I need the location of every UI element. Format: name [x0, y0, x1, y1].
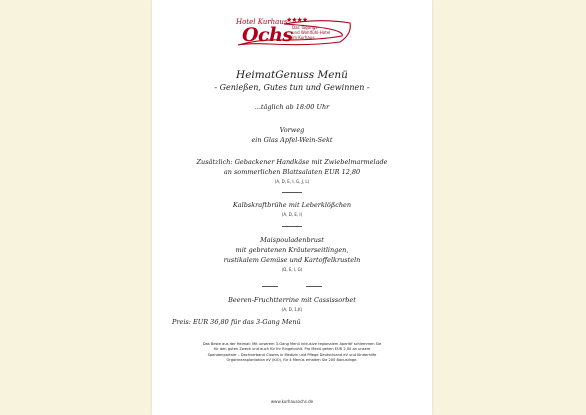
- dessert-course: [152, 295, 432, 315]
- extra-line-2: an sommerlichen Blattsalaten EUR 12,80: [223, 168, 361, 176]
- main-course: [152, 235, 432, 275]
- menu-title: HeimatGenuss Menü: [236, 69, 348, 81]
- soup-course: [152, 200, 432, 220]
- dessert-dish: Beeren-Fruchtterrine mit Cassissorbet: [228, 296, 356, 304]
- starter-course: [152, 125, 432, 145]
- menu-time: ...täglich ab 18:00 Uhr: [254, 103, 330, 111]
- divider-2: [282, 226, 302, 227]
- dessert-allergens: (A, D, 1,K): [281, 307, 303, 312]
- soup-dish: Kalbskraftbrühe mit Leberklößchen: [232, 201, 352, 209]
- divider-1: [282, 192, 302, 193]
- logo-name: Ochs: [242, 24, 293, 46]
- extra-line-1: Zusätzlich: Gebackener Handkäse mit Zwiebelmarmelade: [196, 158, 388, 166]
- main-line-2: mit gebratenen Kräuterseitlingen,: [235, 246, 349, 254]
- note-line-2: für den guten Zweck und auch für Ihr Ringelcohlt. Pro Menü gehen EUR 2,00 an unsere: [213, 347, 371, 352]
- website-url: www.kurhausochs.de: [270, 399, 314, 404]
- starter-label: Vorweg: [279, 126, 305, 134]
- divider-3a: [262, 286, 278, 287]
- note-line-4: Organtransplantation eV (KiO), für 4 Menüs erhalten Sie 200 Bonuslinge.: [226, 358, 358, 363]
- main-line-1: Maispouladenbrust: [260, 236, 324, 244]
- menu-page: [152, 0, 432, 415]
- charity-note: [166, 342, 418, 364]
- logo-tagline-3: im Kurhaus: [292, 35, 315, 40]
- logo-tagline-2: und Wohlfühl-Hotel: [292, 30, 331, 35]
- note-line-3: Spendenpartner – Dachverband Clowns in Medizin und Pflege Deutschland eV und Kinderhilfe: [207, 352, 377, 357]
- menu-price: Preis: EUR 36,80 für das 3-Gang Menü: [172, 318, 301, 326]
- starter-dish: ein Glas Apfel-Wein-Sekt: [251, 136, 333, 144]
- main-allergens: (D, E, I, G): [281, 267, 303, 272]
- soup-allergens: (A, D, E, I): [281, 212, 303, 217]
- note-line-1: Das Beste aus der Heimat: Mit unserem 3-Gang Menü inklusive regionalem Aperitif schlemmen Sie: [202, 342, 382, 346]
- extra-course: [152, 157, 432, 187]
- menu-subtitle: - Genießen, Gutes tun und Gewinnen -: [214, 83, 370, 92]
- main-line-3: rustikalem Gemüse und Kartoffelkrusteln: [223, 256, 361, 264]
- divider-3b: [306, 286, 322, 287]
- logo-stars: ★★★★: [286, 16, 308, 24]
- hotel-logo: [230, 14, 354, 50]
- extra-allergens: (A, D, E, I, G, J, L): [274, 179, 310, 184]
- logo-tagline-1: Das Tagungs-: [292, 25, 319, 30]
- logo-hotel-kurhaus: Hotel Kurhaus: [236, 18, 288, 26]
